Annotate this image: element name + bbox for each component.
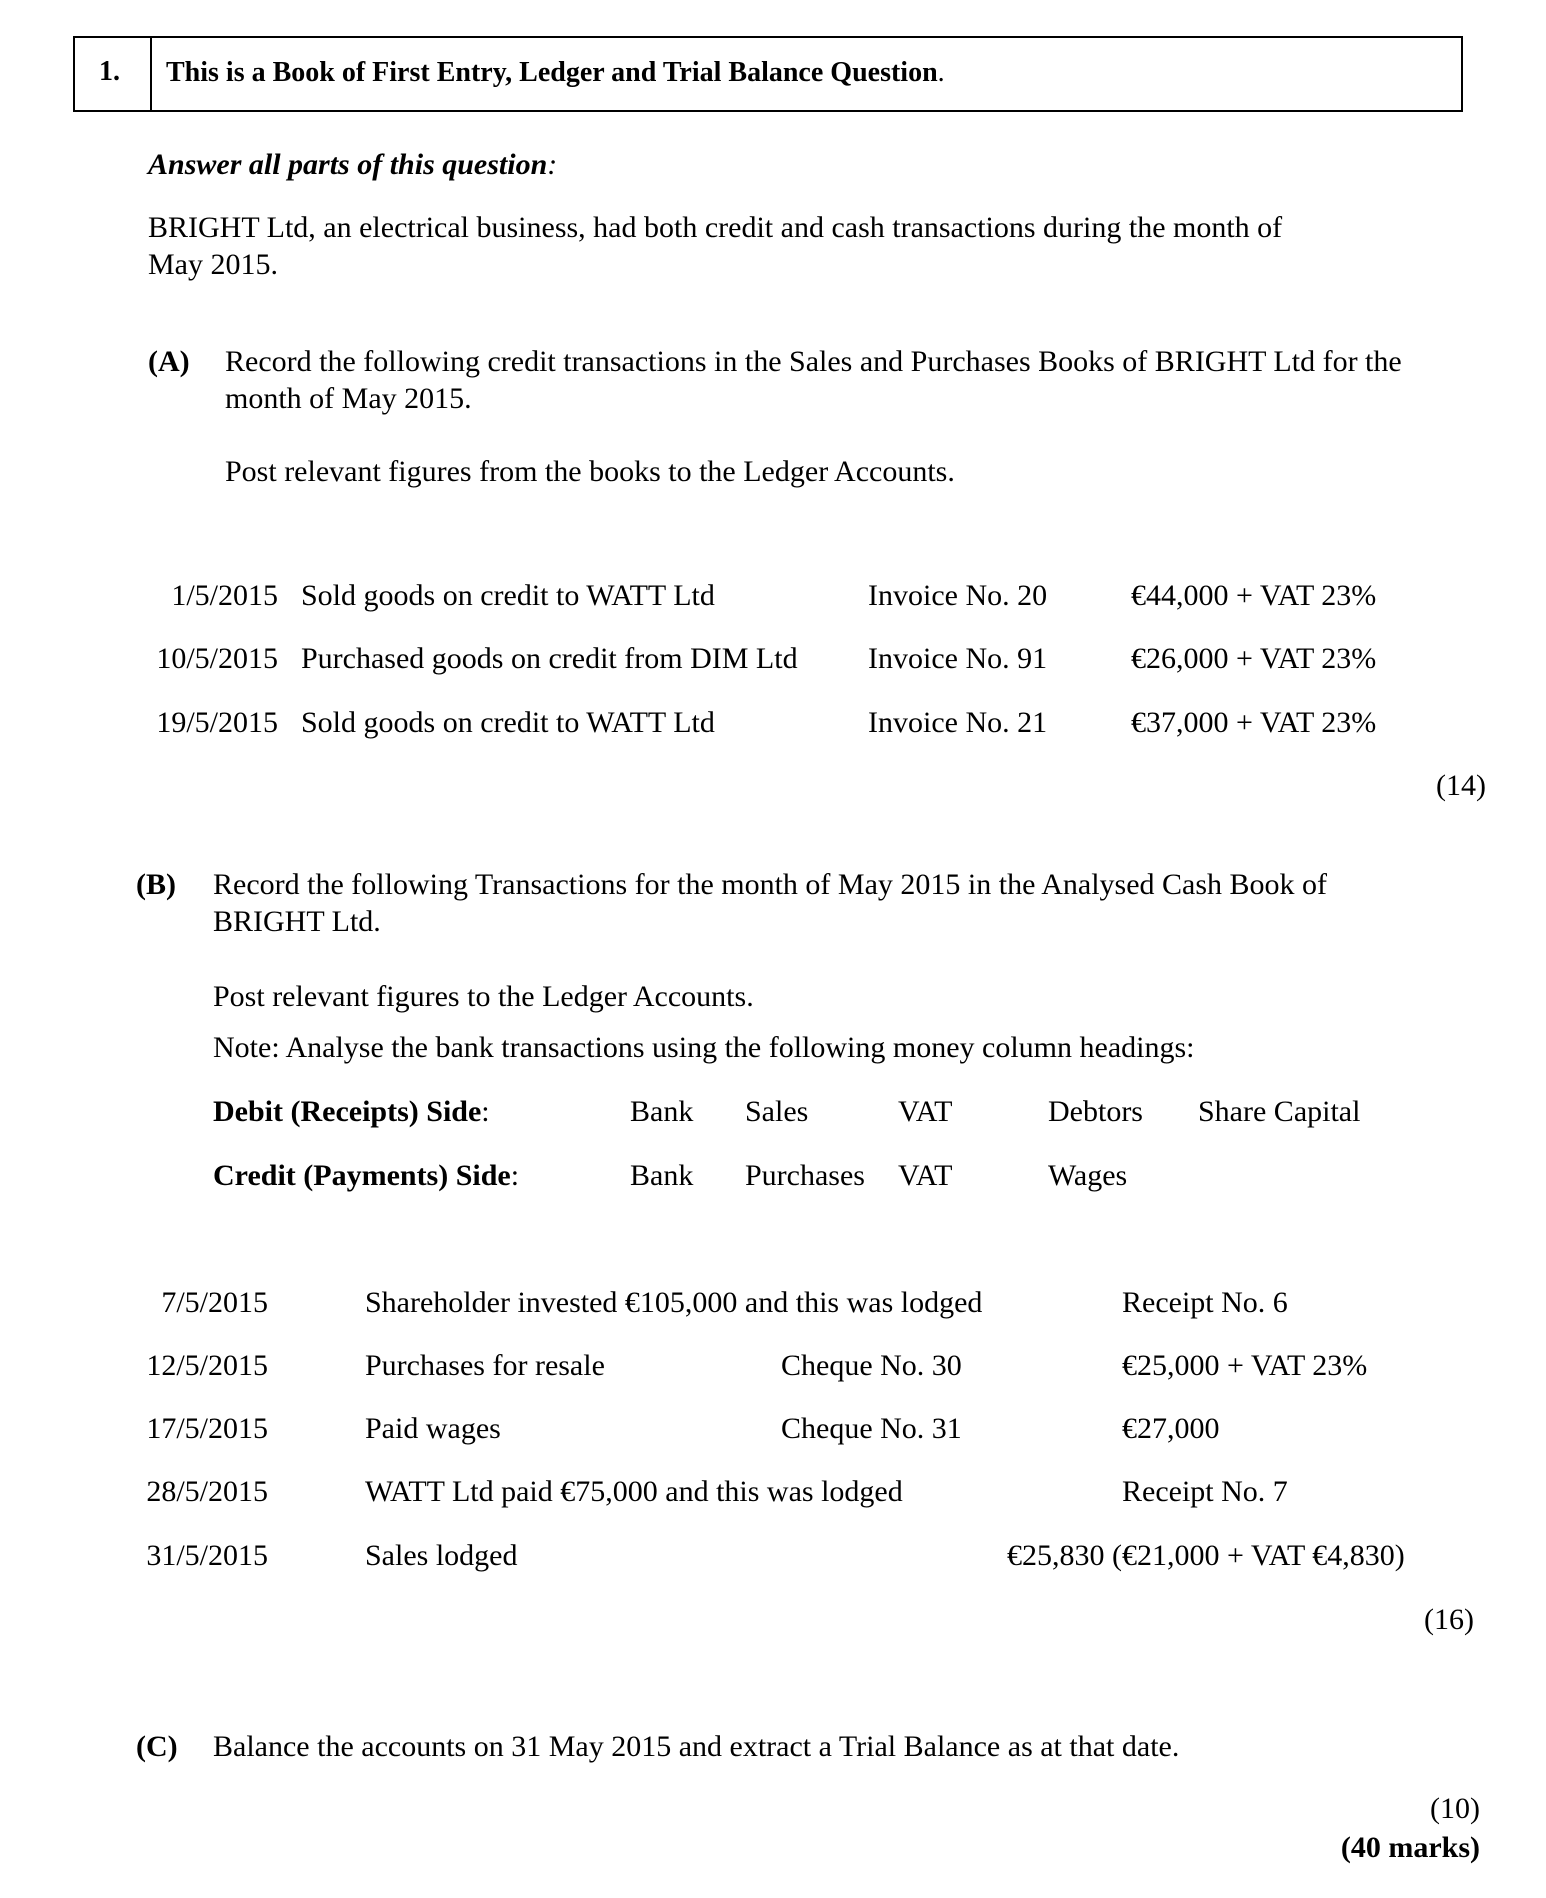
- debit-column-heading: Share Capital: [1198, 1095, 1361, 1128]
- part-c-label: (C): [136, 1730, 178, 1763]
- table-row-amount: €25,830 (€21,000 + VAT €4,830): [1007, 1539, 1405, 1572]
- table-row-date: 19/5/2015: [156, 706, 278, 739]
- intro-line-1: BRIGHT Ltd, an electrical business, had both credit and cash transactions during the month of: [148, 211, 1283, 244]
- part-b-note: Note: Analyse the bank transactions using the following money column headings:: [213, 1031, 1195, 1064]
- table-row-document: Invoice No. 91: [868, 642, 1048, 675]
- instruction-colon: :: [547, 148, 558, 181]
- question-title-text: This is a Book of First Entry, Ledger and Trial Balance Question: [166, 57, 938, 88]
- part-a-marks: (14): [1436, 769, 1486, 802]
- question-header-box: [73, 36, 1463, 112]
- table-row-amount: €25,000 + VAT 23%: [1122, 1349, 1368, 1382]
- debit-column-heading: Bank: [630, 1095, 694, 1128]
- credit-column-heading: Wages: [1048, 1159, 1128, 1192]
- credit-column-heading: VAT: [898, 1159, 953, 1192]
- table-row-description: Shareholder invested €105,000 and this was lodged: [365, 1286, 983, 1319]
- table-row-document: Cheque No. 31: [781, 1412, 962, 1445]
- question-title-end: .: [937, 57, 945, 88]
- debit-column-heading: Debtors: [1048, 1095, 1143, 1128]
- credit-side-label-text: Credit (Payments) Side: [213, 1159, 511, 1192]
- part-b-post: Post relevant figures to the Ledger Accounts.: [213, 980, 754, 1013]
- table-row-amount: Receipt No. 6: [1122, 1286, 1288, 1319]
- table-row-description: Sales lodged: [365, 1539, 518, 1572]
- total-marks: (40 marks): [1340, 1831, 1480, 1864]
- table-row-document: Cheque No. 30: [781, 1349, 962, 1382]
- table-row-date: 28/5/2015: [146, 1475, 268, 1508]
- debit-side-label: [213, 1093, 490, 1131]
- table-row-date: 10/5/2015: [156, 642, 278, 675]
- table-row-description: Paid wages: [365, 1412, 501, 1445]
- table-row-date: 7/5/2015: [161, 1286, 268, 1319]
- table-row-amount: €27,000: [1122, 1412, 1220, 1445]
- part-c-marks: (10): [1430, 1792, 1480, 1825]
- credit-column-heading: Bank: [630, 1159, 694, 1192]
- instruction: [148, 146, 557, 184]
- debit-column-heading: Sales: [745, 1095, 809, 1128]
- table-row-document: Invoice No. 20: [868, 579, 1048, 612]
- table-row-date: 12/5/2015: [146, 1349, 268, 1382]
- instruction-text: Answer all parts of this question: [148, 148, 548, 181]
- table-row-description: WATT Ltd paid €75,000 and this was lodged: [365, 1475, 903, 1508]
- table-row-date: 1/5/2015: [171, 579, 278, 612]
- credit-side-label: [213, 1157, 519, 1195]
- part-b-label: (B): [136, 868, 176, 901]
- table-row-description: Sold goods on credit to WATT Ltd: [301, 706, 715, 739]
- debit-column-heading: VAT: [898, 1095, 953, 1128]
- intro-line-2: May 2015.: [148, 248, 278, 281]
- table-row-amount: €44,000 + VAT 23%: [1131, 579, 1377, 612]
- header-divider: [150, 38, 152, 110]
- table-row-amount: €37,000 + VAT 23%: [1131, 706, 1377, 739]
- table-row-date: 17/5/2015: [146, 1412, 268, 1445]
- part-b-marks: (16): [1424, 1603, 1474, 1636]
- part-a-post: Post relevant figures from the books to the Ledger Accounts.: [225, 455, 955, 488]
- table-row-document: Invoice No. 21: [868, 706, 1048, 739]
- table-row-date: 31/5/2015: [146, 1539, 268, 1572]
- table-row-description: Sold goods on credit to WATT Ltd: [301, 579, 715, 612]
- part-b-line-1: Record the following Transactions for the month of May 2015 in the Analysed Cash Book of: [213, 868, 1328, 901]
- part-c-text: Balance the accounts on 31 May 2015 and extract a Trial Balance as at that date.: [213, 1730, 1180, 1763]
- part-a-line-1: Record the following credit transactions in the Sales and Purchases Books of BRIGHT Ltd for the: [225, 345, 1402, 378]
- table-row-amount: €26,000 + VAT 23%: [1131, 642, 1377, 675]
- debit-side-colon: :: [481, 1095, 490, 1128]
- credit-side-colon: :: [510, 1159, 520, 1192]
- table-row-description: Purchased goods on credit from DIM Ltd: [301, 642, 798, 675]
- part-a-label: (A): [148, 345, 190, 378]
- part-a-line-2: month of May 2015.: [225, 382, 472, 415]
- table-row-amount: Receipt No. 7: [1122, 1475, 1288, 1508]
- debit-side-label-text: Debit (Receipts) Side: [213, 1095, 482, 1128]
- question-title: [166, 57, 945, 89]
- table-row-description: Purchases for resale: [365, 1349, 605, 1382]
- part-b-line-2: BRIGHT Ltd.: [213, 905, 381, 938]
- credit-column-heading: Purchases: [745, 1159, 865, 1192]
- question-number: 1.: [99, 56, 120, 87]
